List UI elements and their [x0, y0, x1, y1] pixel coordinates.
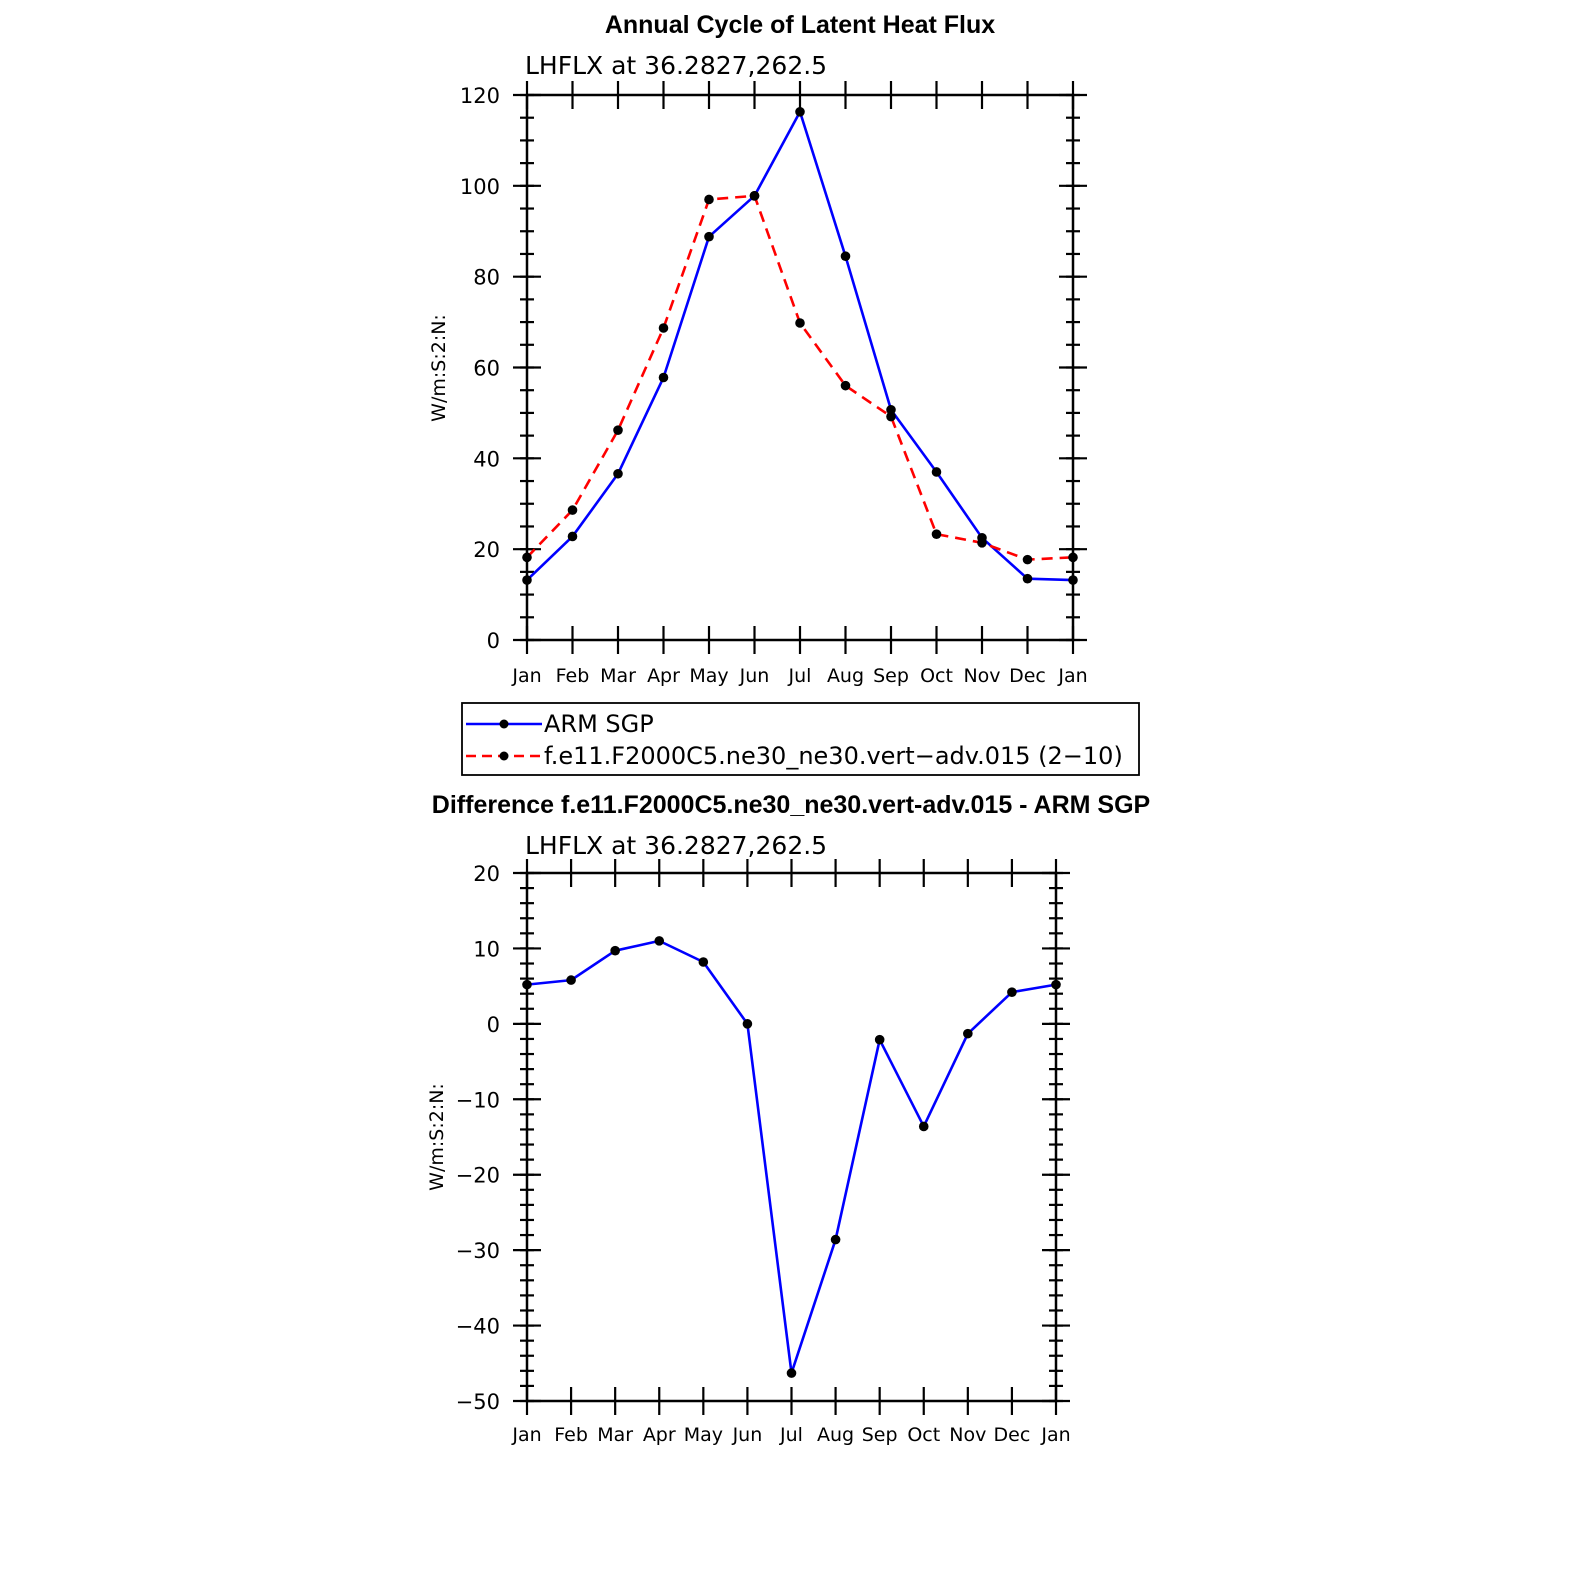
chart-subtitle: LHFLX at 36.2827,262.5 [525, 831, 828, 860]
data-point-aug [841, 381, 851, 391]
tick-marks [513, 859, 1070, 1415]
x-tick-label-jul: Jul [788, 665, 812, 687]
data-point-may [704, 232, 714, 242]
y-tick-label: 80 [473, 265, 500, 290]
data-point-sep [875, 1035, 885, 1045]
tick-marks [513, 81, 1087, 654]
x-tick-labels [511, 1424, 1070, 1446]
y-tick-label: −40 [455, 1314, 500, 1339]
x-tick-label-aug: Aug [826, 665, 865, 687]
data-point-dec [1023, 555, 1033, 565]
data-point-jun [743, 1019, 753, 1029]
x-tick-label-sep: Sep [873, 665, 909, 687]
x-tick-label-mar: Mar [597, 1424, 634, 1446]
legend [462, 703, 1139, 775]
series-line-f-e11-f2000c5-ne30-ne30-vert-adv-015-model [527, 196, 1073, 560]
data-point-apr [654, 936, 664, 946]
data-point-mar [613, 469, 623, 479]
data-point-dec [1023, 574, 1033, 584]
y-axis-label: W/m:S:2:N: [426, 1083, 448, 1191]
data-point-jun [750, 191, 760, 201]
data-points [522, 936, 1061, 1378]
x-tick-label-aug: Aug [817, 1424, 855, 1446]
x-tick-label-nov: Nov [963, 665, 1001, 687]
x-tick-label-mar: Mar [600, 665, 636, 687]
x-tick-label-feb: Feb [554, 1424, 588, 1446]
x-tick-label-jun: Jun [739, 665, 770, 687]
x-tick-label-jul: Jul [780, 1424, 803, 1446]
legend-label-model: f.e11.F2000C5.ne30_ne30.vert−adv.015 (2−10) [544, 742, 1123, 770]
x-tick-label-may: May [689, 665, 729, 687]
series-lines [527, 941, 1056, 1373]
data-point-oct [932, 529, 942, 539]
data-point-feb [566, 975, 576, 985]
y-tick-label: −10 [455, 1088, 500, 1113]
y-tick-label: −50 [455, 1390, 500, 1414]
y-tick-label: 0 [486, 1012, 500, 1037]
series-lines [527, 112, 1073, 580]
data-point-may [699, 957, 709, 967]
data-point-nov [963, 1029, 973, 1039]
legend-label-arm-sgp: ARM SGP [544, 710, 654, 738]
x-tick-label-may: May [683, 1424, 723, 1446]
plot-frame [527, 873, 1056, 1401]
legend-entry-model [466, 742, 1123, 770]
x-tick-label-oct: Oct [920, 665, 953, 687]
x-tick-label-apr: Apr [647, 665, 680, 687]
x-tick-label-jan: Jan [512, 665, 542, 687]
series-line-difference [527, 941, 1056, 1373]
data-point-nov [977, 538, 987, 548]
data-point-mar [610, 946, 620, 956]
data-point-jul [795, 107, 805, 117]
data-point-jul [787, 1368, 797, 1378]
plot-frame [527, 95, 1073, 640]
series-line-arm [527, 112, 1073, 580]
data-points [522, 107, 1078, 585]
x-tick-label-jan: Jan [512, 1424, 542, 1446]
annual-cycle-panel [428, 11, 1139, 775]
legend-marker-model [500, 752, 509, 761]
x-tick-label-nov: Nov [949, 1424, 987, 1446]
data-point-aug [831, 1235, 841, 1245]
data-point-jul [795, 318, 805, 328]
legend-marker-arm-sgp [500, 720, 509, 729]
x-tick-label-apr: Apr [642, 1424, 676, 1446]
difference-panel [426, 791, 1150, 1446]
x-tick-label-jun: Jun [732, 1424, 763, 1446]
y-tick-labels [456, 862, 500, 1414]
data-point-dec [1007, 987, 1017, 997]
chart-subtitle: LHFLX at 36.2827,262.5 [525, 51, 828, 80]
x-tick-label-feb: Feb [555, 665, 590, 687]
x-tick-label-jan: Jan [1041, 1424, 1071, 1446]
data-point-aug [841, 251, 851, 261]
y-tick-label: −30 [455, 1239, 500, 1264]
data-point-oct [932, 467, 942, 477]
y-tick-label: 120 [459, 84, 500, 108]
y-tick-label: 20 [473, 538, 500, 563]
data-point-sep [886, 412, 896, 422]
y-tick-label: −20 [455, 1163, 500, 1188]
data-point-apr [659, 323, 669, 333]
y-tick-label: 10 [473, 937, 500, 962]
x-tick-label-jan: Jan [1058, 665, 1088, 687]
y-tick-labels [460, 84, 500, 653]
data-point-feb [568, 532, 578, 542]
y-tick-label: 0 [486, 629, 500, 653]
data-point-mar [613, 425, 623, 435]
y-tick-label: 20 [473, 862, 500, 886]
chart-title: Annual Cycle of Latent Heat Flux [604, 11, 996, 39]
x-tick-labels [511, 665, 1087, 687]
x-tick-label-sep: Sep [861, 1424, 898, 1446]
data-point-apr [659, 373, 669, 383]
x-tick-label-dec: Dec [993, 1424, 1031, 1446]
data-point-may [704, 195, 714, 205]
y-tick-label: 60 [473, 356, 500, 381]
y-tick-label: 40 [473, 447, 500, 472]
data-point-oct [919, 1122, 929, 1132]
x-tick-label-oct: Oct [907, 1424, 941, 1446]
y-tick-label: 100 [459, 174, 500, 199]
chart-title: Difference f.e11.F2000C5.ne30_ne30.vert-adv.015 - ARM SGP [431, 791, 1151, 819]
x-tick-label-dec: Dec [1009, 665, 1046, 687]
y-axis-label: W/m:S:2:N: [428, 314, 450, 422]
data-point-feb [568, 505, 578, 515]
